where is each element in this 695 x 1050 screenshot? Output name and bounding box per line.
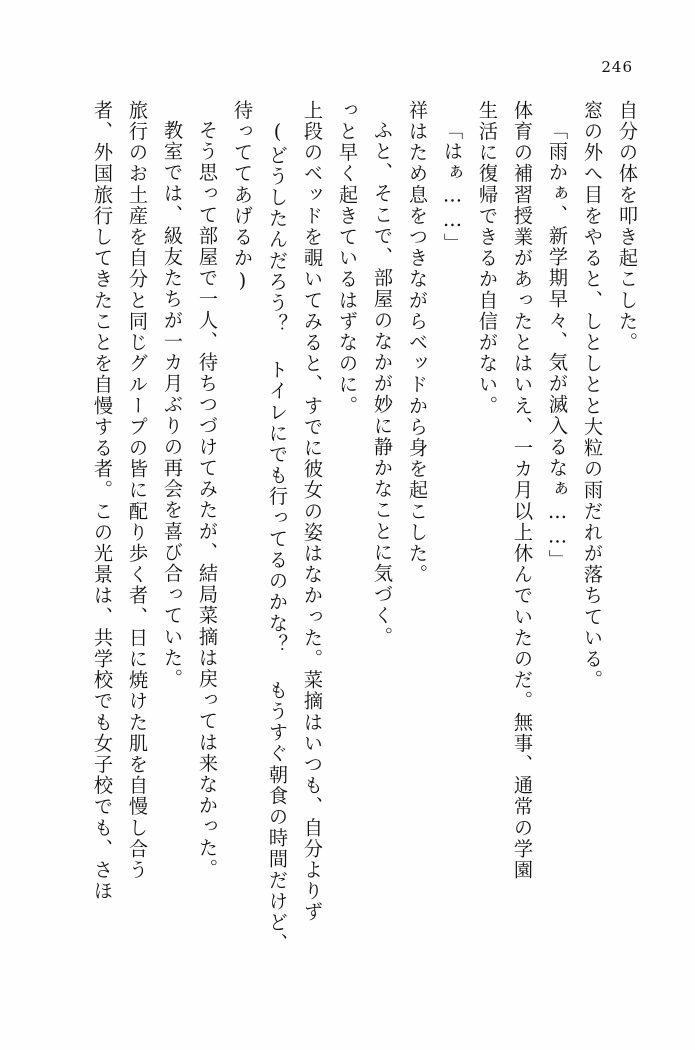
text-column: 「はぁ……」 xyxy=(441,120,464,255)
text-column-with-ruby xyxy=(112,100,147,1004)
text-column: 体育の補習授業があったとはいえ、一カ月以上休んでいたのだ。無事、通常の学園 xyxy=(511,100,534,881)
text-column: そう思って部屋で一人、待ちつづけてみたが、結局菜摘は戻っては来なかった。 xyxy=(196,120,219,880)
text-column: (どうしたんだろう？ トイレにでも行ってるのかな？ もうすぐ朝食の時間だけど、 xyxy=(266,120,289,955)
text-column: 窓の外へ目をやると、しとしとと大粒の雨だれが落ちている。 xyxy=(581,100,604,691)
text-column: 生活に復帰できるか自信がない。 xyxy=(476,100,499,417)
text-column: 教室では、級友たちが一カ月ぶりの再会を喜び合っていた。 xyxy=(161,120,184,690)
text-column: っと早く起きているはずなのに。 xyxy=(336,100,359,417)
text-column: 祥はため息をつきながらベッドから身を起こした。 xyxy=(406,100,429,586)
text-column: 者、外国旅行してきたことを自慢する者。この光景は、共学校でも女子校でも、さほ xyxy=(91,100,114,902)
text-column: ふと、そこで、部屋のなかが妙に静かなことに気づく。 xyxy=(371,120,394,648)
page-number: 246 xyxy=(601,58,633,76)
text-column: 自分の体を叩き起こした。 xyxy=(616,100,639,354)
text-column: 待っててあげるか) xyxy=(231,100,254,294)
vertical-text-body xyxy=(56,100,637,1004)
text-column: 「雨かぁ、新学期早々、気が滅入るなぁ……」 xyxy=(546,120,569,571)
text-column: 上段のベッドを覗いてみると、すでに彼女の姿はなかった。菜摘はいつも、自分よりず xyxy=(301,100,324,923)
ruby-column-text: 旅行のお土産を自分と同じグループの皆に配り歩く者、日に焼けた肌を自慢し合う xyxy=(126,100,149,881)
